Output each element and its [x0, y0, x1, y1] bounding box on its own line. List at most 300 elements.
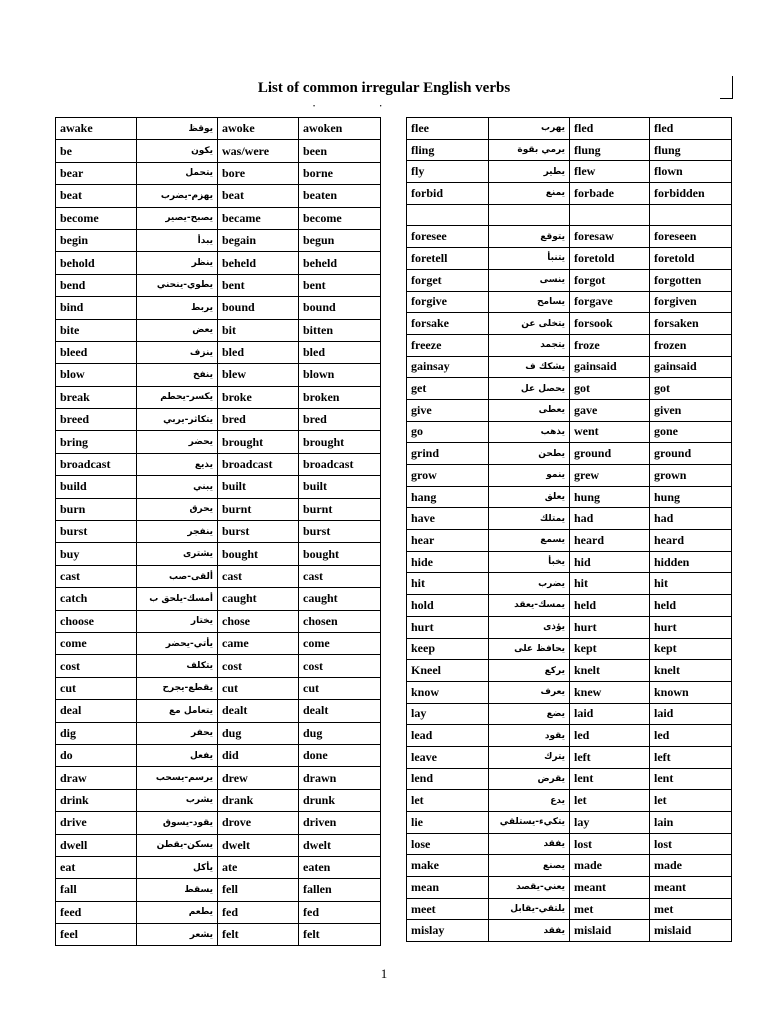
- verb-past-cell: chose: [218, 610, 299, 632]
- table-row: [407, 920, 732, 942]
- verb-past-participle-cell: bred: [299, 409, 381, 431]
- verb-arabic-cell: يحفر: [137, 722, 218, 744]
- table-row: [56, 610, 381, 632]
- verb-base-cell: fling: [407, 139, 489, 161]
- table-row: [407, 248, 732, 270]
- verb-past-cell: became: [218, 207, 299, 229]
- table-row: [56, 207, 381, 229]
- verb-base-cell: become: [56, 207, 137, 229]
- verb-past-cell: knew: [570, 681, 650, 703]
- verb-past-cell: lent: [570, 768, 650, 790]
- verb-past-participle-cell: felt: [299, 924, 381, 946]
- verb-past-participle-cell: fed: [299, 901, 381, 923]
- table-row: [56, 722, 381, 744]
- verb-base-cell: bend: [56, 274, 137, 296]
- verb-arabic-cell: يسمع: [489, 530, 570, 552]
- verb-past-cell: foresaw: [570, 226, 650, 248]
- verb-base-cell: feed: [56, 901, 137, 923]
- verb-past-participle-cell: mislaid: [650, 920, 732, 942]
- verb-past-cell: knelt: [570, 660, 650, 682]
- verb-past-cell: lost: [570, 833, 650, 855]
- verb-arabic-cell: يكون: [137, 140, 218, 162]
- table-row: [407, 746, 732, 768]
- verb-past-participle-cell: grown: [650, 465, 732, 487]
- verb-base-cell: burn: [56, 498, 137, 520]
- verb-base-cell: lie: [407, 812, 489, 834]
- verb-base-cell: feel: [56, 924, 137, 946]
- verb-past-cell: made: [570, 855, 650, 877]
- table-row: [56, 476, 381, 498]
- verb-past-cell: bore: [218, 162, 299, 184]
- verb-arabic-cell: يعرف: [489, 681, 570, 703]
- table-row: [56, 767, 381, 789]
- verb-arabic-cell: يشعر: [137, 924, 218, 946]
- verb-past-cell: beat: [218, 185, 299, 207]
- verb-arabic-cell: ينفجر: [137, 521, 218, 543]
- verb-past-cell: froze: [570, 334, 650, 356]
- verb-arabic-cell: يوقظ: [137, 118, 218, 140]
- verb-past-cell: bit: [218, 319, 299, 341]
- table-row: [56, 879, 381, 901]
- verb-past-participle-cell: ground: [650, 443, 732, 465]
- table-row: [407, 356, 732, 378]
- table-row: [56, 297, 381, 319]
- verb-past-participle-cell: led: [650, 725, 732, 747]
- verb-table-left: [55, 117, 381, 946]
- table-row: [56, 655, 381, 677]
- verb-arabic-cell: يتخلى عن: [489, 313, 570, 335]
- verb-past-participle-cell: begun: [299, 229, 381, 251]
- verb-past-cell: did: [218, 744, 299, 766]
- verb-past-cell: came: [218, 632, 299, 654]
- verb-past-cell: got: [570, 378, 650, 400]
- verb-arabic-cell: يمسك-يعقد: [489, 595, 570, 617]
- table-row: [56, 856, 381, 878]
- verb-base-cell: give: [407, 399, 489, 421]
- verb-arabic-cell: يعني-يقصد: [489, 877, 570, 899]
- verb-past-cell: bent: [218, 274, 299, 296]
- verb-base-cell: cut: [56, 677, 137, 699]
- verb-arabic-cell: ينفخ: [137, 364, 218, 386]
- verb-base-cell: do: [56, 744, 137, 766]
- table-row: [56, 431, 381, 453]
- verb-past-participle-cell: cast: [299, 565, 381, 587]
- verb-arabic-cell: يذيع: [137, 453, 218, 475]
- verb-past-cell: bound: [218, 297, 299, 319]
- verb-past-participle-cell: become: [299, 207, 381, 229]
- verb-base-cell: fly: [407, 161, 489, 183]
- verb-base-cell: leave: [407, 746, 489, 768]
- verb-arabic-cell: يختار: [137, 610, 218, 632]
- verb-base-cell: catch: [56, 588, 137, 610]
- verb-arabic-cell: يطحن: [489, 443, 570, 465]
- verb-past-participle-cell: burst: [299, 521, 381, 543]
- verb-arabic-cell: يقود-يسوق: [137, 812, 218, 834]
- verb-arabic-cell: يقطع-يجرح: [137, 677, 218, 699]
- verb-past-cell: grew: [570, 465, 650, 487]
- verb-past-cell: ground: [570, 443, 650, 465]
- verb-past-cell: brought: [218, 431, 299, 453]
- verb-base-cell: broadcast: [56, 453, 137, 475]
- table-row: [407, 877, 732, 899]
- verb-past-cell: heard: [570, 530, 650, 552]
- verb-past-cell: lay: [570, 812, 650, 834]
- table-row: [56, 677, 381, 699]
- verb-past-participle-cell: gone: [650, 421, 732, 443]
- verb-past-cell: built: [218, 476, 299, 498]
- verb-past-cell: forgave: [570, 291, 650, 313]
- verb-arabic-cell: يسقط: [137, 879, 218, 901]
- verb-past-participle-cell: [650, 204, 732, 226]
- table-row: [407, 291, 732, 313]
- verb-arabic-cell: يحضر: [137, 431, 218, 453]
- table-row: [56, 498, 381, 520]
- verb-past-participle-cell: broken: [299, 386, 381, 408]
- verb-past-participle-cell: dwelt: [299, 834, 381, 856]
- verb-past-participle-cell: met: [650, 898, 732, 920]
- verb-past-participle-cell: heard: [650, 530, 732, 552]
- verb-base-cell: cost: [56, 655, 137, 677]
- verb-past-cell: fled: [570, 118, 650, 140]
- verb-past-participle-cell: known: [650, 681, 732, 703]
- verb-past-cell: beheld: [218, 252, 299, 274]
- verb-arabic-cell: يتكيء-يستلقي: [489, 812, 570, 834]
- verb-base-cell: deal: [56, 700, 137, 722]
- verb-arabic-cell: يقود: [489, 725, 570, 747]
- verb-past-participle-cell: let: [650, 790, 732, 812]
- verb-past-cell: led: [570, 725, 650, 747]
- verb-arabic-cell: يتعامل مع: [137, 700, 218, 722]
- verb-past-cell: fell: [218, 879, 299, 901]
- verb-base-cell: mislay: [407, 920, 489, 942]
- verb-base-cell: be: [56, 140, 137, 162]
- verb-past-participle-cell: got: [650, 378, 732, 400]
- table-row: [407, 790, 732, 812]
- verb-past-participle-cell: beaten: [299, 185, 381, 207]
- verb-base-cell: get: [407, 378, 489, 400]
- verb-past-participle-cell: laid: [650, 703, 732, 725]
- verb-arabic-cell: يفقد: [489, 833, 570, 855]
- verb-past-participle-cell: lost: [650, 833, 732, 855]
- table-row: [407, 313, 732, 335]
- verb-arabic-cell: يتجمد: [489, 334, 570, 356]
- verb-base-cell: bear: [56, 162, 137, 184]
- verb-past-participle-cell: left: [650, 746, 732, 768]
- verb-arabic-cell: يصنع: [489, 855, 570, 877]
- verb-past-participle-cell: flown: [650, 161, 732, 183]
- table-row: [407, 595, 732, 617]
- verb-past-participle-cell: dug: [299, 722, 381, 744]
- verb-past-cell: cost: [218, 655, 299, 677]
- verb-base-cell: Kneel: [407, 660, 489, 682]
- verb-arabic-cell: يمتلك: [489, 508, 570, 530]
- verb-past-participle-cell: eaten: [299, 856, 381, 878]
- verb-past-participle-cell: frozen: [650, 334, 732, 356]
- table-row: [56, 274, 381, 296]
- verb-past-cell: forgot: [570, 269, 650, 291]
- corner-mark: [720, 76, 733, 99]
- verb-base-cell: dwell: [56, 834, 137, 856]
- verb-arabic-cell: يصبح-يصير: [137, 207, 218, 229]
- table-row: [407, 660, 732, 682]
- page-title: List of common irregular English verbs: [257, 80, 511, 96]
- verb-arabic-cell: يهزم-يضرب: [137, 185, 218, 207]
- verb-past-participle-cell: meant: [650, 877, 732, 899]
- verb-past-cell: met: [570, 898, 650, 920]
- verb-arabic-cell: ينظر: [137, 252, 218, 274]
- verb-arabic-cell: يذهب: [489, 421, 570, 443]
- verb-past-cell: dwelt: [218, 834, 299, 856]
- verb-past-cell: bred: [218, 409, 299, 431]
- table-row: [56, 118, 381, 140]
- table-row: [56, 319, 381, 341]
- verb-past-participle-cell: bound: [299, 297, 381, 319]
- table-row: [56, 632, 381, 654]
- table-row: [56, 409, 381, 431]
- verb-past-cell: mislaid: [570, 920, 650, 942]
- verb-arabic-cell: يتكاثر-يربي: [137, 409, 218, 431]
- verb-past-cell: begain: [218, 229, 299, 251]
- table-row: [407, 183, 732, 205]
- table-row: [56, 700, 381, 722]
- verb-past-cell: hurt: [570, 616, 650, 638]
- verb-base-cell: have: [407, 508, 489, 530]
- verb-arabic-cell: يتكلف: [137, 655, 218, 677]
- table-row: [56, 924, 381, 946]
- verb-base-cell: come: [56, 632, 137, 654]
- verb-past-cell: left: [570, 746, 650, 768]
- verb-past-participle-cell: bought: [299, 543, 381, 565]
- verb-base-cell: grow: [407, 465, 489, 487]
- verb-past-participle-cell: lain: [650, 812, 732, 834]
- verb-arabic-cell: يترك: [489, 746, 570, 768]
- verb-base-cell: let: [407, 790, 489, 812]
- verb-past-participle-cell: cut: [299, 677, 381, 699]
- verb-arabic-cell: يقرض: [489, 768, 570, 790]
- verb-arabic-cell: يشكك ف: [489, 356, 570, 378]
- verb-arabic-cell: يكسر-يحطم: [137, 386, 218, 408]
- verb-arabic-cell: ألقى-صب: [137, 565, 218, 587]
- verb-arabic-cell: يفعل: [137, 744, 218, 766]
- verb-arabic-cell: يحصل عل: [489, 378, 570, 400]
- verb-past-participle-cell: caught: [299, 588, 381, 610]
- verb-past-participle-cell: lent: [650, 768, 732, 790]
- verb-base-cell: hide: [407, 551, 489, 573]
- table-row: [407, 204, 732, 226]
- verb-past-participle-cell: fled: [650, 118, 732, 140]
- verb-arabic-cell: يعلق: [489, 486, 570, 508]
- verb-arabic-cell: أمسك-يلحق ب: [137, 588, 218, 610]
- verb-arabic-cell: يتنبأ: [489, 248, 570, 270]
- table-row: [56, 901, 381, 923]
- verb-past-cell: let: [570, 790, 650, 812]
- verb-base-cell: blow: [56, 364, 137, 386]
- verb-base-cell: lay: [407, 703, 489, 725]
- verb-past-cell: laid: [570, 703, 650, 725]
- table-row: [407, 573, 732, 595]
- verb-past-participle-cell: done: [299, 744, 381, 766]
- verb-base-cell: gainsay: [407, 356, 489, 378]
- verb-base-cell: flee: [407, 118, 489, 140]
- table-row: [56, 162, 381, 184]
- verb-base-cell: breed: [56, 409, 137, 431]
- table-row: [407, 681, 732, 703]
- table-row: [407, 703, 732, 725]
- table-row: [407, 486, 732, 508]
- verb-past-cell: felt: [218, 924, 299, 946]
- verb-past-cell: went: [570, 421, 650, 443]
- verb-base-cell: make: [407, 855, 489, 877]
- table-row: [407, 812, 732, 834]
- verb-arabic-cell: ينمو: [489, 465, 570, 487]
- verb-base-cell: eat: [56, 856, 137, 878]
- verb-arabic-cell: يحافظ على: [489, 638, 570, 660]
- verb-base-cell: hear: [407, 530, 489, 552]
- verb-past-cell: hit: [570, 573, 650, 595]
- verb-past-cell: forsook: [570, 313, 650, 335]
- table-row: [56, 229, 381, 251]
- verb-base-cell: fall: [56, 879, 137, 901]
- verb-past-cell: foretold: [570, 248, 650, 270]
- verb-past-participle-cell: forgotten: [650, 269, 732, 291]
- table-row: [56, 386, 381, 408]
- verb-table-right: [406, 117, 732, 942]
- verb-arabic-cell: يلتقي-يقابل: [489, 898, 570, 920]
- verb-base-cell: beat: [56, 185, 137, 207]
- verb-past-participle-cell: forgiven: [650, 291, 732, 313]
- verb-arabic-cell: يفقد: [489, 920, 570, 942]
- table-row: [56, 341, 381, 363]
- verb-base-cell: meet: [407, 898, 489, 920]
- verb-arabic-cell: يطوي-ينحني: [137, 274, 218, 296]
- verb-arabic-cell: يسكن-يقطن: [137, 834, 218, 856]
- verb-past-participle-cell: bled: [299, 341, 381, 363]
- verb-arabic-cell: يحرق: [137, 498, 218, 520]
- table-row: [407, 898, 732, 920]
- verb-base-cell: dig: [56, 722, 137, 744]
- verb-base-cell: cast: [56, 565, 137, 587]
- verb-past-participle-cell: had: [650, 508, 732, 530]
- table-row: [407, 465, 732, 487]
- table-row: [407, 443, 732, 465]
- verb-past-participle-cell: been: [299, 140, 381, 162]
- verb-base-cell: forgive: [407, 291, 489, 313]
- verb-past-cell: bled: [218, 341, 299, 363]
- verb-past-participle-cell: brought: [299, 431, 381, 453]
- verb-base-cell: forbid: [407, 183, 489, 205]
- verb-past-cell: held: [570, 595, 650, 617]
- verb-past-participle-cell: bitten: [299, 319, 381, 341]
- table-row: [407, 421, 732, 443]
- verb-arabic-cell: يركع: [489, 660, 570, 682]
- verb-past-participle-cell: fallen: [299, 879, 381, 901]
- verb-past-participle-cell: hidden: [650, 551, 732, 573]
- verb-past-participle-cell: foretold: [650, 248, 732, 270]
- verb-arabic-cell: يبني: [137, 476, 218, 498]
- verb-arabic-cell: يتوقع: [489, 226, 570, 248]
- verb-base-cell: hold: [407, 595, 489, 617]
- table-row: [407, 551, 732, 573]
- verb-past-participle-cell: blown: [299, 364, 381, 386]
- verb-past-cell: kept: [570, 638, 650, 660]
- table-row: [407, 269, 732, 291]
- stray-marks: • •: [313, 104, 414, 110]
- verb-base-cell: burst: [56, 521, 137, 543]
- table-row: [407, 508, 732, 530]
- verb-past-cell: gainsaid: [570, 356, 650, 378]
- verb-base-cell: bite: [56, 319, 137, 341]
- verb-past-cell: [570, 204, 650, 226]
- verb-arabic-cell: يشترى: [137, 543, 218, 565]
- verb-base-cell: behold: [56, 252, 137, 274]
- table-row: [56, 252, 381, 274]
- verb-past-participle-cell: drawn: [299, 767, 381, 789]
- table-row: [407, 725, 732, 747]
- verb-past-cell: cut: [218, 677, 299, 699]
- verb-arabic-cell: يرسم-يسحب: [137, 767, 218, 789]
- verb-past-cell: burnt: [218, 498, 299, 520]
- verb-past-cell: meant: [570, 877, 650, 899]
- table-row: [56, 789, 381, 811]
- table-row: [407, 855, 732, 877]
- table-row: [407, 768, 732, 790]
- verb-past-cell: burst: [218, 521, 299, 543]
- verb-past-participle-cell: hit: [650, 573, 732, 595]
- verb-past-cell: drove: [218, 812, 299, 834]
- verb-base-cell: know: [407, 681, 489, 703]
- verb-base-cell: break: [56, 386, 137, 408]
- table-row: [407, 226, 732, 248]
- verb-past-cell: had: [570, 508, 650, 530]
- verb-base-cell: hurt: [407, 616, 489, 638]
- verb-base-cell: hit: [407, 573, 489, 595]
- verb-arabic-cell: يخبأ: [489, 551, 570, 573]
- verb-past-participle-cell: hung: [650, 486, 732, 508]
- verb-past-participle-cell: come: [299, 632, 381, 654]
- verb-past-participle-cell: bent: [299, 274, 381, 296]
- table-row: [56, 453, 381, 475]
- table-row: [407, 616, 732, 638]
- verb-past-cell: hung: [570, 486, 650, 508]
- verb-base-cell: lead: [407, 725, 489, 747]
- verb-arabic-cell: يأتي-يحضر: [137, 632, 218, 654]
- page-number: 1: [380, 966, 388, 981]
- verb-base-cell: drink: [56, 789, 137, 811]
- verb-arabic-cell: [489, 204, 570, 226]
- table-row: [56, 834, 381, 856]
- verb-base-cell: lose: [407, 833, 489, 855]
- verb-past-participle-cell: held: [650, 595, 732, 617]
- verb-arabic-cell: يطير: [489, 161, 570, 183]
- verb-base-cell: lend: [407, 768, 489, 790]
- verb-past-participle-cell: kept: [650, 638, 732, 660]
- verb-past-participle-cell: chosen: [299, 610, 381, 632]
- verb-past-cell: forbade: [570, 183, 650, 205]
- verb-past-cell: was/were: [218, 140, 299, 162]
- verb-past-participle-cell: drunk: [299, 789, 381, 811]
- verb-base-cell: draw: [56, 767, 137, 789]
- verb-arabic-cell: يضرب: [489, 573, 570, 595]
- verb-past-cell: hid: [570, 551, 650, 573]
- verb-arabic-cell: يبدأ: [137, 229, 218, 251]
- verb-base-cell: forget: [407, 269, 489, 291]
- verb-past-cell: fed: [218, 901, 299, 923]
- verb-base-cell: bind: [56, 297, 137, 319]
- verb-arabic-cell: يطعم: [137, 901, 218, 923]
- verb-arabic-cell: يدع: [489, 790, 570, 812]
- verb-arabic-cell: يرمي بقوة: [489, 139, 570, 161]
- verb-past-cell: cast: [218, 565, 299, 587]
